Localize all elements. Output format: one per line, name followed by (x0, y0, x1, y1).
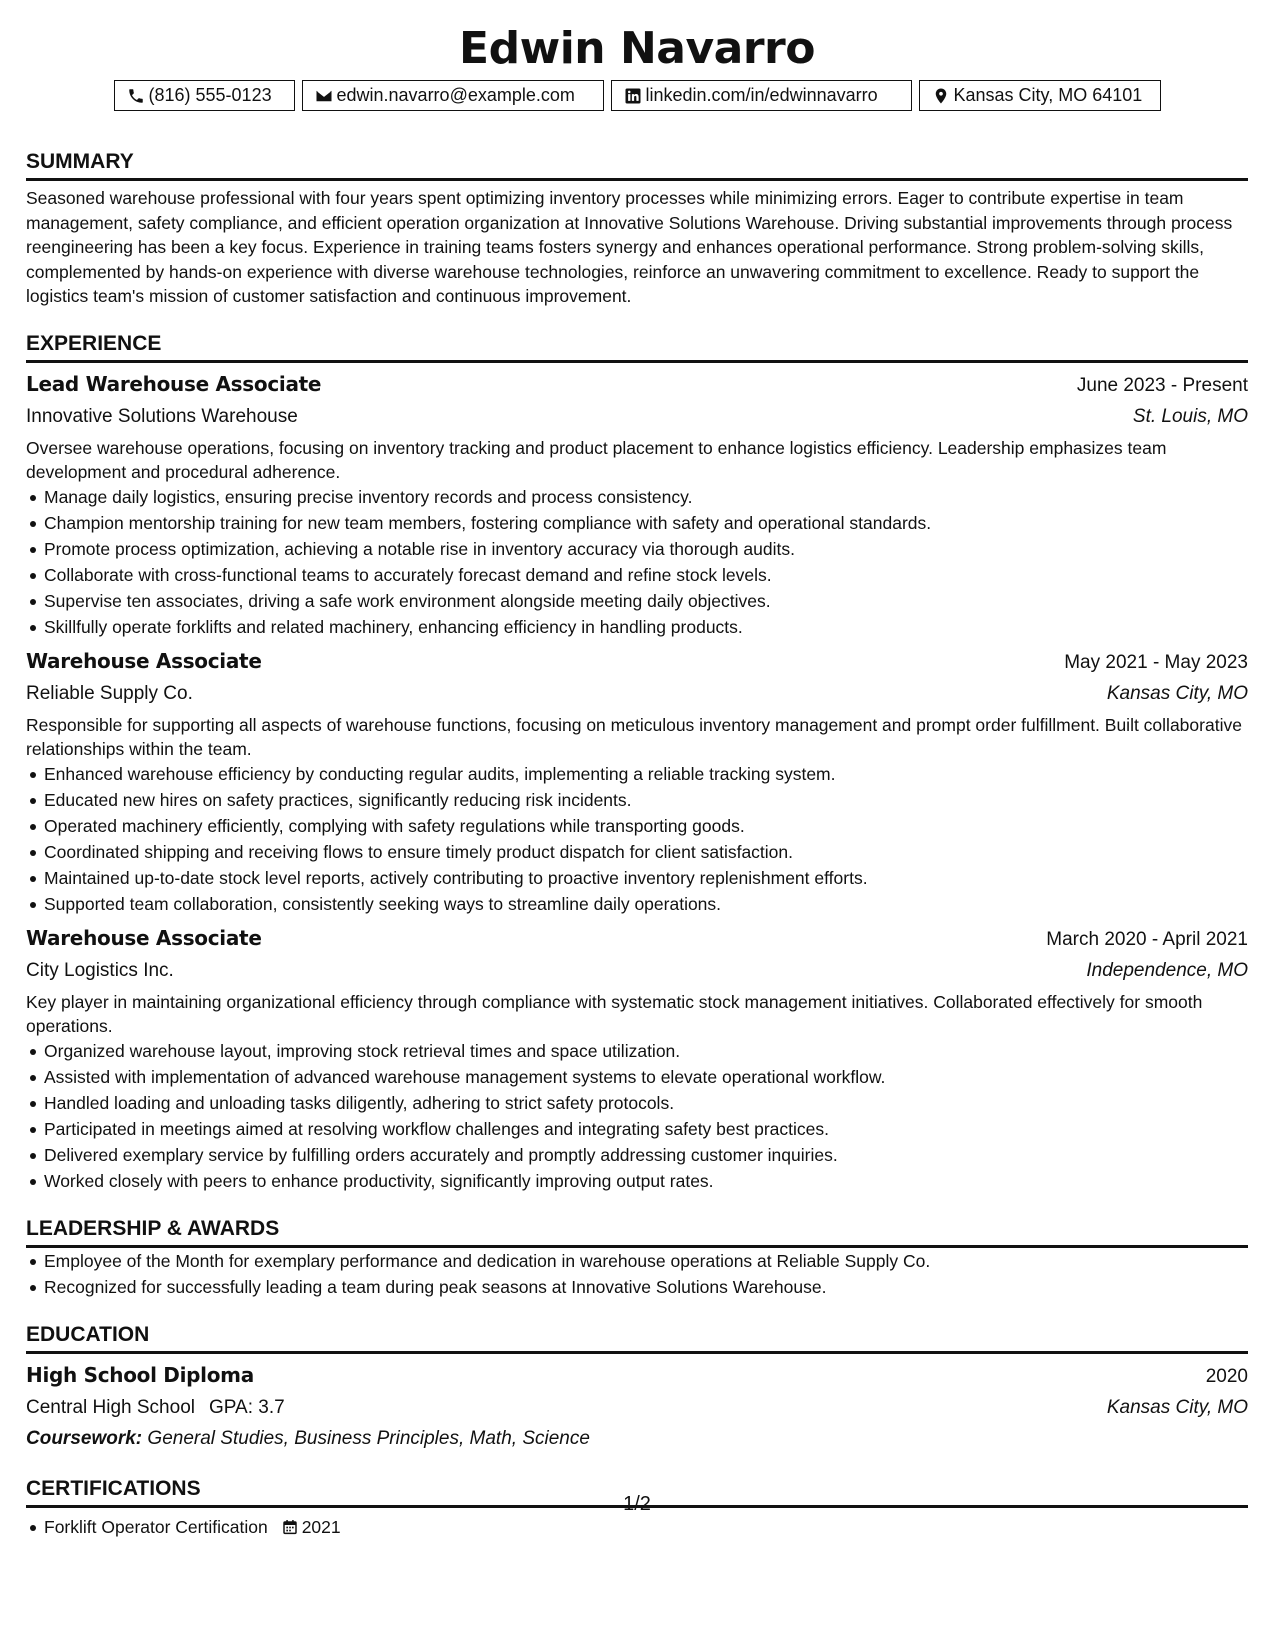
contact-phone[interactable] (114, 80, 295, 111)
job-company: Reliable Supply Co. (26, 682, 193, 704)
job-bullets (26, 761, 1248, 917)
linkedin-icon (624, 87, 642, 105)
graduation-year: 2020 (1205, 1365, 1248, 1387)
candidate-name: Edwin Navarro (459, 23, 815, 74)
job-entry (26, 646, 1248, 917)
list-item: Participated in meetings aimed at resolving workflow challenges and integrating safety best practices. (26, 1116, 1248, 1142)
envelope-icon (315, 87, 333, 105)
school-location: Kansas City, MO (1106, 1396, 1248, 1418)
section-title-certifications: CERTIFICATIONS (26, 1476, 1248, 1508)
degree: High School Diploma (26, 1362, 254, 1387)
list-item: Coordinated shipping and receiving flows to ensure timely product dispatch for client satisfaction. (26, 839, 1248, 865)
contact-location (919, 80, 1161, 111)
job-company: City Logistics Inc. (26, 959, 174, 981)
job-entry (26, 923, 1248, 1194)
job-description: Oversee warehouse operations, focusing on inventory tracking and product placement to enhance logistics efficiency. Leadership emphasizes team development and procedural adherence. (26, 437, 1167, 482)
resume-page (26, 0, 1248, 1650)
calendar-icon (282, 1519, 298, 1535)
job-description: Key player in maintaining organizational efficiency through compliance with systematic stock management initiatives. Collaborated effectively for smooth operations. (26, 991, 1203, 1036)
list-item: Handled loading and unloading tasks diligently, adhering to strict safety protocols. (26, 1090, 1248, 1116)
list-item: Maintained up-to-date stock level reports, actively contributing to proactive inventory replenishment efforts. (26, 865, 1248, 891)
contact-phone-text: (816) 555-0123 (148, 85, 272, 105)
job-company: Innovative Solutions Warehouse (26, 405, 298, 427)
gpa: GPA: 3.7 (208, 1396, 285, 1418)
list-item: Assisted with implementation of advanced warehouse management systems to elevate operational workflow. (26, 1064, 1248, 1090)
job-location: Independence, MO (1086, 959, 1248, 981)
coursework-label: Coursework: (26, 1427, 143, 1449)
list-item: Manage daily logistics, ensuring precise inventory records and process consistency. (26, 484, 1248, 510)
job-location: St. Louis, MO (1132, 405, 1248, 427)
job-entry (26, 369, 1248, 640)
contact-email[interactable] (302, 80, 604, 111)
section-title-awards: LEADERSHIP & AWARDS (26, 1216, 1248, 1248)
map-pin-icon (932, 87, 950, 105)
school-name: Central High School (26, 1396, 195, 1418)
list-item: Collaborate with cross-functional teams to accurately forecast demand and refine stock levels. (26, 562, 1248, 588)
coursework-list: General Studies, Business Principles, Math, Science (147, 1427, 590, 1449)
coursework (26, 1424, 1248, 1454)
contact-email-text: edwin.navarro@example.com (336, 85, 575, 105)
education-entry (26, 1360, 1248, 1454)
list-item: Supported team collaboration, consistently seeking ways to streamline daily operations. (26, 891, 1248, 917)
job-location: Kansas City, MO (1106, 682, 1248, 704)
list-item: Organized warehouse layout, improving stock retrieval times and space utilization. (26, 1038, 1248, 1064)
job-dates: June 2023 - Present (1076, 374, 1248, 396)
job-title: Warehouse Associate (26, 925, 262, 950)
job-description: Responsible for supporting all aspects of warehouse functions, focusing on meticulous inventory management and prompt order fulfillment. Built collaborative relationships within the team. (26, 714, 1242, 759)
list-item: Promote process optimization, achieving a notable rise in inventory accuracy via thorough audits. (26, 536, 1248, 562)
list-item: Delivered exemplary service by fulfilling orders accurately and promptly addressing customer inquiries. (26, 1142, 1248, 1168)
page-number: 1/2 (623, 1493, 651, 1515)
section-title-education: EDUCATION (26, 1322, 1248, 1354)
job-dates: March 2020 - April 2021 (1046, 928, 1248, 950)
list-item: Operated machinery efficiently, complying with safety regulations while transporting goods. (26, 813, 1248, 839)
list-item: Enhanced warehouse efficiency by conducting regular audits, implementing a reliable tracking system. (26, 761, 1248, 787)
job-dates: May 2021 - May 2023 (1064, 651, 1248, 673)
awards-list (26, 1248, 1248, 1300)
list-item: Skillfully operate forklifts and related machinery, enhancing efficiency in handling products. (26, 614, 1248, 640)
list-item (26, 1514, 1248, 1540)
job-bullets (26, 1038, 1248, 1194)
contact-linkedin[interactable] (611, 80, 912, 111)
certifications-list (26, 1514, 1248, 1540)
list-item: Employee of the Month for exemplary performance and dedication in warehouse operations at Reliable Supply Co. (26, 1248, 1248, 1274)
list-item: Educated new hires on safety practices, significantly reducing risk incidents. (26, 787, 1248, 813)
job-title: Lead Warehouse Associate (26, 371, 322, 396)
list-item: Champion mentorship training for new team members, fostering compliance with safety and operational standards. (26, 510, 1248, 536)
contact-location-text: Kansas City, MO 64101 (953, 85, 1143, 105)
section-title-summary: SUMMARY (26, 149, 1248, 181)
contact-linkedin-text: linkedin.com/in/edwinnavarro (645, 85, 878, 105)
contact-bar (26, 80, 1248, 111)
list-item: Worked closely with peers to enhance productivity, significantly improving output rates. (26, 1168, 1248, 1194)
section-title-experience: EXPERIENCE (26, 331, 1248, 363)
certification-name: Forklift Operator Certification (44, 1516, 268, 1537)
job-title: Warehouse Associate (26, 648, 262, 673)
certification-year: 2021 (301, 1516, 341, 1537)
list-item: Supervise ten associates, driving a safe work environment alongside meeting daily objectives. (26, 588, 1248, 614)
phone-icon (127, 87, 145, 105)
summary-text: Seasoned warehouse professional with four years spent optimizing inventory processes while minimizing errors. Eager to contribute expertise in team management, safety compliance, and efficient operation organization at Innovative Solutions Warehouse. Driving substantial improvements through process reengineering has been a key focus. Experience in training teams fosters synergy and enhances operational performance. Strong problem-solving skills, complemented by hands-on experience with diverse warehouse technologies, reinforce an unwavering commitment to excellence. Ready to support the logistics team's mission of customer satisfaction and continuous improvement. (26, 188, 1233, 306)
list-item: Recognized for successfully leading a team during peak seasons at Innovative Solutions Warehouse. (26, 1274, 1248, 1300)
job-bullets (26, 484, 1248, 640)
